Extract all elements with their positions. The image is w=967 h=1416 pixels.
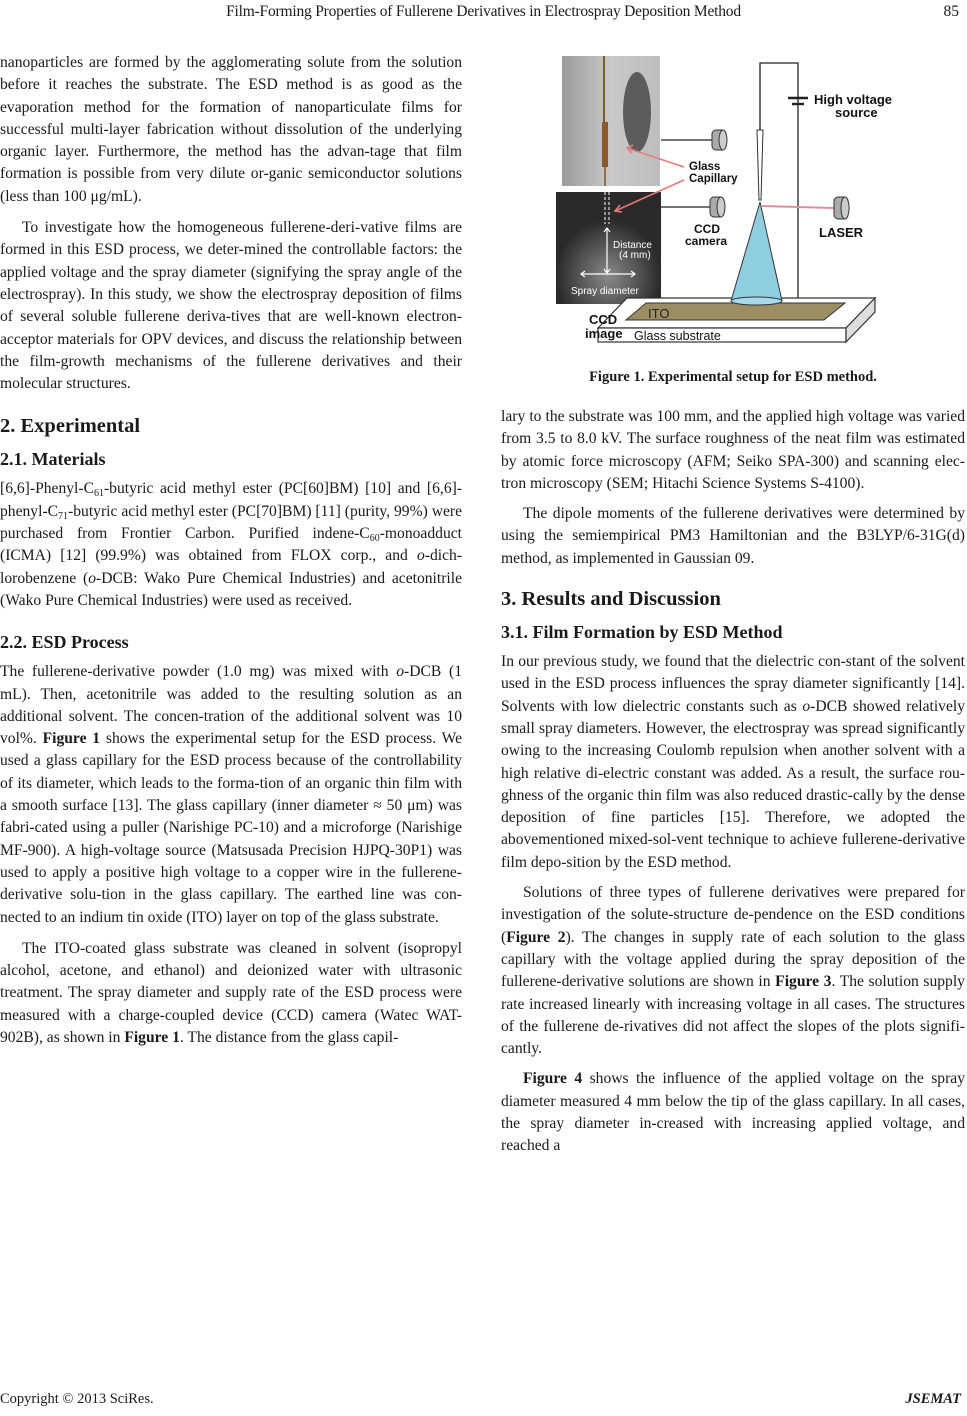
ccd-camera-label: CCD bbox=[694, 222, 720, 236]
figure-1-caption: Figure 1. Experimental setup for ESD method. bbox=[589, 369, 877, 385]
camera-icon bbox=[712, 130, 727, 150]
paragraph-esd-process: The fullerene-derivative powder (1.0 mg) was mixed with o-DCB (1 mL). Then, acetonitrile was added to the resulting solution as an additional solvent. The concen-tration of the additional solvent was 10 vol%. Figure 1 shows the experimental setup for the ESD process. We used a glass capillary for the ESD process because of the controllability of its diameter, which leads to the forma-tion of an organic thin film with a smooth surface [13]. The glass capillary (inner diameter ≈ 50 μm) was fabri-cated using a puller (Narishige PC-10) and a microforge (Narishige MF-900). A high-voltage source (Matsusada Precision HJPQ-30P1) was used to apply a positive high voltage to a copper wire in the fullerene-derivative solu-tion in the glass capillary. The earthed line was con-nected to an indium tin oxide (ITO) layer on top of the glass substrate. bbox=[0, 663, 463, 926]
laser-beam bbox=[762, 206, 834, 208]
subsection-heading-materials: 2.1. Materials bbox=[0, 449, 106, 470]
distance-label: Distance bbox=[613, 240, 652, 251]
distance-value-label: (4 mm) bbox=[619, 250, 651, 261]
paragraph-solutions: Solutions of three types of fullerene derivatives were prepared for investigation of the solute-structure de-pendence on the ESD conditions (Figure 2). The changes in supply rate of each solution to the glass capillary with the voltage applied during the spray deposition of the fullerene-derivative solutions are shown in Figure 3. The solution supply rate increased linearly with increasing voltage in all cases. The structures of the fullerene de-rivatives did not affect the slopes of the plots signifi-cantly. bbox=[501, 884, 965, 1058]
glass-capillary bbox=[757, 130, 763, 200]
page-footer bbox=[0, 1386, 967, 1416]
figure-1-experimental-setup bbox=[501, 52, 965, 352]
figure-1-reference[interactable]: Figure 1 bbox=[124, 1028, 180, 1046]
glass-substrate bbox=[598, 298, 875, 343]
laser-icon bbox=[834, 197, 849, 219]
ccd-image-label: CCD bbox=[589, 312, 618, 327]
running-header bbox=[0, 0, 967, 24]
paragraph-capillary-distance: lary to the substrate was 100 mm, and the applied high voltage was varied from 3.5 to 8.0 kV. The surface roughness of the neat film was estimated by atomic force microscopy (AFM; Seiko SPA-300) and scanning elec-tron microscopy (SEM; Hitachi Science Systems S-4100). bbox=[501, 408, 965, 492]
section-heading-experimental: 2. Experimental bbox=[0, 415, 141, 438]
glass-capillary-label: Glass bbox=[689, 161, 721, 173]
figure-1-reference[interactable]: Figure 1 bbox=[42, 730, 101, 748]
ccd-camera-icon bbox=[710, 197, 725, 217]
laser-label: LASER bbox=[819, 225, 864, 240]
paragraph-figure-4: Figure 4 shows the influence of the applied voltage on the spray diameter measured 4 mm below the tip of the glass capillary. In all cases, the spray diameter in-creased with increasing applied voltage, and reached a bbox=[501, 1070, 965, 1155]
copyright-notice: Copyright © 2013 SciRes. bbox=[0, 1391, 154, 1407]
spray-cone bbox=[731, 202, 782, 301]
high-voltage-label: High voltage bbox=[814, 92, 893, 107]
page-number: 85 bbox=[943, 3, 959, 20]
ccd-image-panel bbox=[556, 192, 661, 304]
figure-2-reference[interactable]: Figure 2 bbox=[506, 928, 566, 946]
journal-abbreviation: JSEMAT bbox=[905, 1391, 961, 1407]
left-column bbox=[0, 52, 462, 1049]
paragraph-materials: $[6,6]-Phenyl-C_{61}$-butyric acid methyl ester (PC[60]BM) [10] and $[6,6]-phenyl-C_{71}$-butyric acid methyl ester (PC[70]BM) [11] (purity, 99%) were purchased from Frontier Carbon. Purified indene-$C_{60}$-monoadduct (ICMA) [12] (99.9%) was obtained from FLOX corp., and o-dich-lorobenzene (o-DCB: Wako Pure Chemical Industries) and acetonitrile (Wako Pure Chemical Industries) were used as received. bbox=[0, 480, 462, 609]
running-title: Film-Forming Properties of Fullerene Derivatives in Electrospray Deposition Method bbox=[226, 3, 741, 20]
glass-substrate-label: Glass substrate bbox=[634, 329, 721, 343]
capillary-photo bbox=[562, 56, 660, 186]
figure-4-reference[interactable]: Figure 4 bbox=[523, 1070, 583, 1088]
glass-capillary-label-2: Capillary bbox=[689, 173, 738, 185]
paragraph-ito-cleaning: The ITO-coated glass substrate was cleaned in solvent (isopropyl alcohol, acetone, and ethanol) and deionized water with ultrasonic treatment. The spray diameter and supply rate of the ESD process were measured with a charge-coupled device (CCD) camera (Watec WAT-902B), as shown in Figure 1. The distance from the glass capil- bbox=[0, 939, 462, 1046]
paragraph-dipole-moments: The dipole moments of the fullerene derivatives were determined by using the semiempirical PM3 Hamiltonian and the B3LYP/6-31G(d) method, as implemented in Gaussian 09. bbox=[501, 505, 965, 567]
high-voltage-label-2: source bbox=[835, 105, 878, 120]
subsection-heading-esd-process: 2.2. ESD Process bbox=[0, 632, 129, 653]
right-column bbox=[501, 52, 965, 1158]
paragraph-previous-study: In our previous study, we found that the dielectric con-stant of the solvent used in the ESD process influences the spray diameter significantly [14]. Solvents with low dielectric constants such as o-DCB showed relatively small spray diameters. However, the electrospray was spread significantly owing to the increasing Coulomb repulsion when another solvent with a high relative di-electric constant was added. As a result, the surface rou-ghness of the organic thin film was also reduced drastic-cally by the dense deposition of fine particles [15]. Therefore, we adopted the abovementioned mixed-sol-vent technique to achieve fullerene-derivative film depo-sition by the ESD method. bbox=[501, 653, 966, 871]
section-heading-results: 3. Results and Discussion bbox=[501, 588, 721, 611]
spray-diameter-label: Spray diameter bbox=[571, 286, 639, 297]
ccd-camera-label-2: camera bbox=[685, 234, 728, 248]
ito-label: ITO bbox=[648, 306, 670, 321]
paragraph-investigate: To investigate how the homogeneous fullerene-deri-vative films are formed in this ESD process, we deter-mined the controllable factors: the applied voltage and the spray diameter (signifying the spray angle of the electrospray). In this study, we show the electrospray deposition of films of several soluble fullerene deriva-tives that are well-known electron-acceptor materials for OPV devices, and discuss the relationship between the film-growth mechanisms of the fullerene derivatives and their molecular structures. bbox=[0, 219, 462, 393]
figure-1-diagram bbox=[501, 52, 965, 352]
subsection-heading-film-formation: 3.1. Film Formation by ESD Method bbox=[501, 622, 783, 643]
figure-3-reference[interactable]: Figure 3 bbox=[775, 973, 832, 991]
paragraph-intro-continued: nanoparticles are formed by the agglomerating solute from the solution before it reaches the substrate. The ESD method is as good as the evaporation method for the formation of nanoparticulate films for successful multi-layer fabrication without dissolution of the underlying organic layer. Furthermore, the method has the advan-tage that film formation is possible from very dilute or-ganic semiconductor solutions (less than 100 μg/mL). bbox=[0, 54, 462, 205]
ccd-image-label-2: image bbox=[585, 326, 623, 341]
